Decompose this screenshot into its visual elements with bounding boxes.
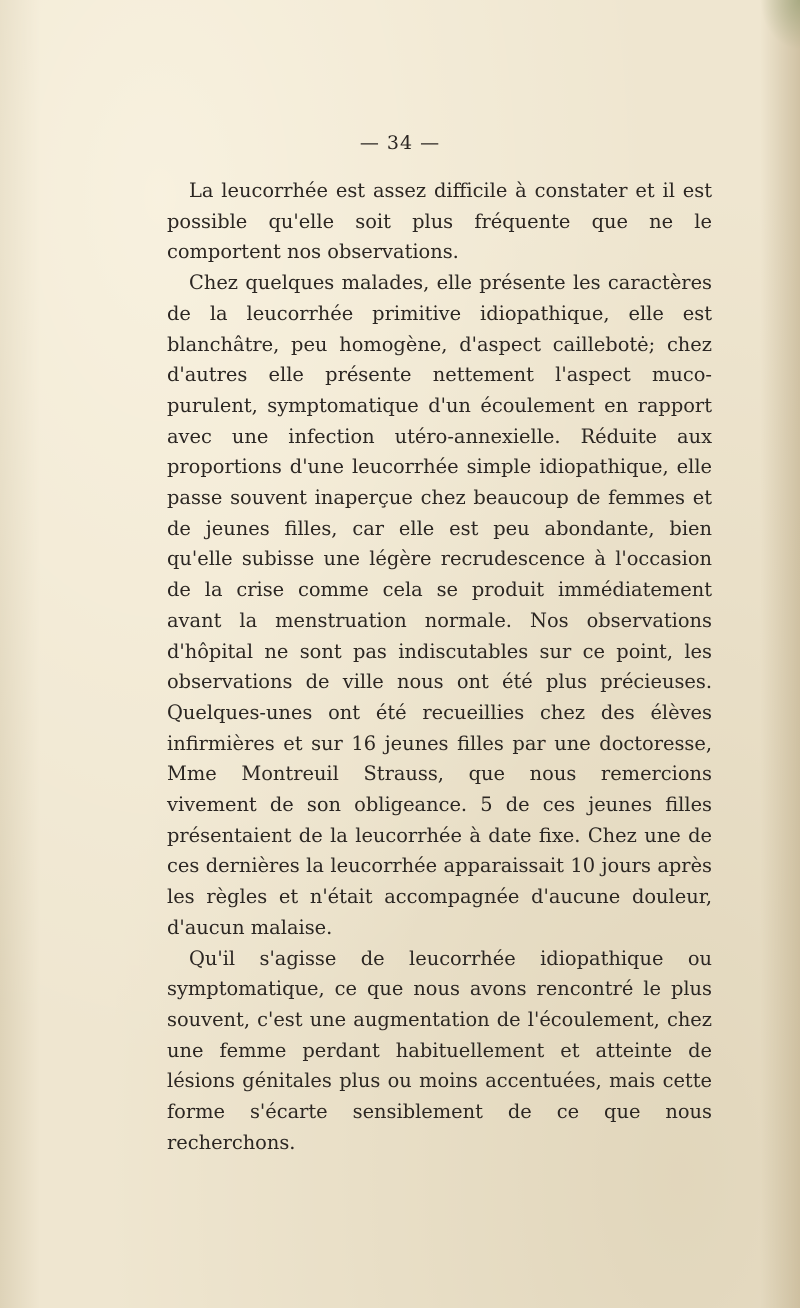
paragraph-3: Qu'il s'agisse de leucorrhée idiopathique ou symptomatique, ce que nous avons rencontré le plus souvent, c'est une augmentation de l'écoulement, chez une femme perdant habituellement et atteinte de lésions génitales plus ou moins accentuées, mais cette forme s'écarte sensiblement de ce que nous recherchons. — [167, 946, 712, 1154]
body-text — [167, 176, 712, 1159]
paper-stain — [760, 0, 800, 50]
paragraph-2: Chez quelques malades, elle présente les caractères de la leucorrhée primitive idiopathique, elle est blanchâtre, peu homogène, d'aspect caillebotė; chez d'autres elle présente nettement l'aspect muco-purulent, symptomatique d'un écoulement en rapport avec une infection utéro-annexielle. Réduite aux proportions d'une leucorrhée simple idiopathique, elle passe souvent inaperçue chez beaucoup de femmes et de jeunes filles, car elle est peu abondante, bien qu'elle subisse une légère recrudescence à l'occasion de la crise comme cela se produit immédiatement avant la menstruation normale. Nos observations d'hôpital ne sont pas indiscutables sur ce point, les observations de ville nous ont été plus précieuses. Quelques-unes ont été recueillies chez des élèves infirmières et sur 16 jeunes filles par une doctoresse, Mme Montreuil Strauss, que nous remercions vivement de son obligeance. 5 de ces jeunes filles présentaient de la leucorrhée à date fixe. Chez une de ces dernières la leucorrhée apparaissait 10 jours après les règles et n'était accompagnée d'aucune douleur, d'aucun malaise. — [167, 271, 712, 939]
paragraph-1: La leucorrhée est assez difficile à constater et il est possible qu'elle soit plus fréquente que ne le comportent nos observations. — [167, 179, 712, 264]
page-number: — 34 — — [359, 132, 441, 154]
